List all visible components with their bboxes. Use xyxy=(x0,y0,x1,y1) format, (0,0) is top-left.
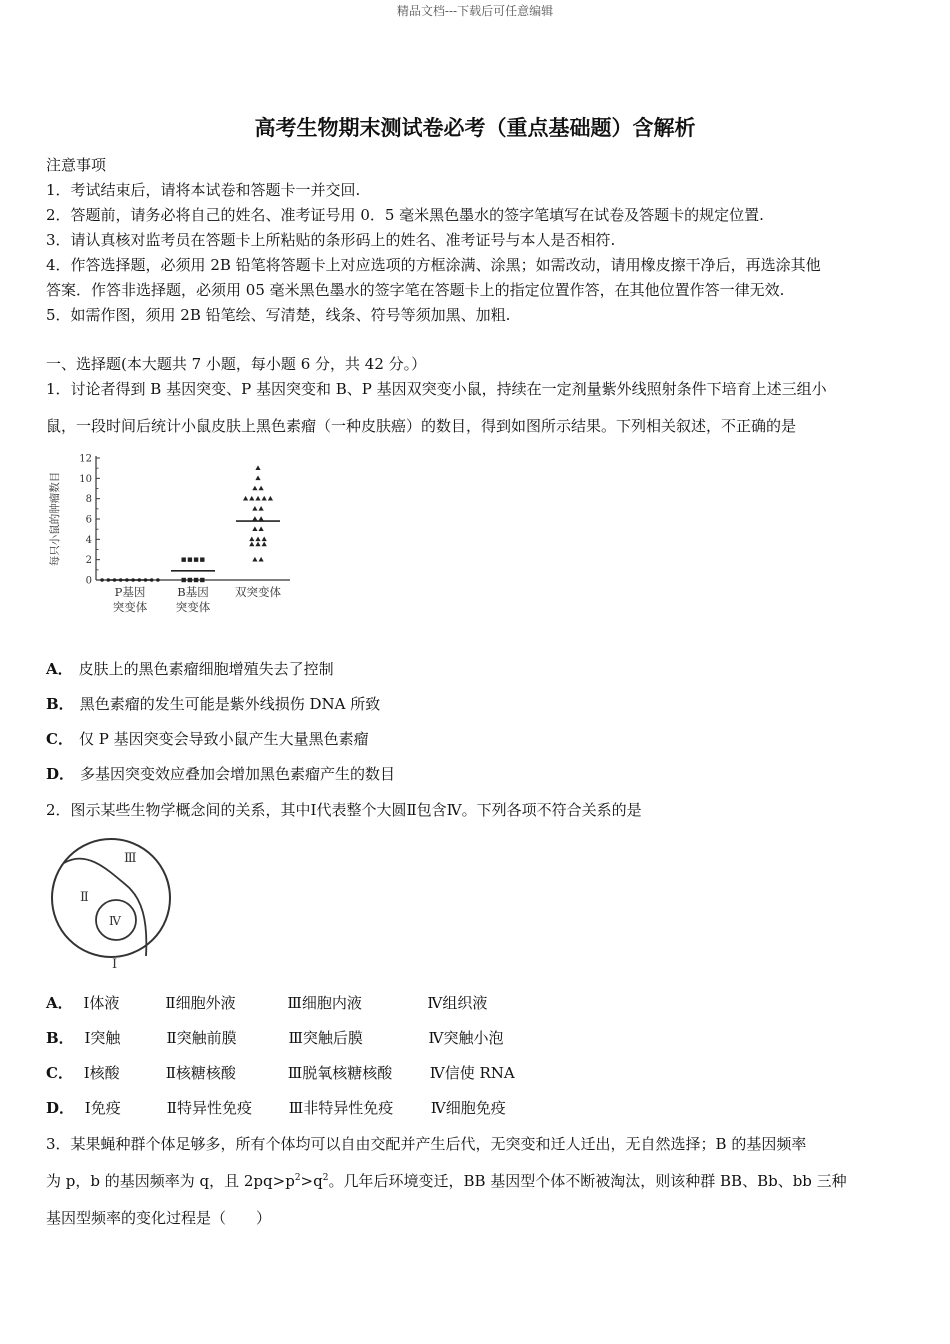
data-point xyxy=(252,486,257,491)
notice-item: 5．如需作图，须用 2B 铅笔绘、写清楚，线条、符号等须加黑、加粗. xyxy=(46,306,511,324)
option-text: 皮肤上的黑色素瘤细胞增殖失去了控制 xyxy=(78,660,334,678)
page-header: 精品文档---下载后可任意编辑 xyxy=(396,4,554,18)
option-part: Ⅰ免疫 xyxy=(84,1099,121,1117)
data-point xyxy=(252,526,257,531)
category-label: B基因 xyxy=(177,585,209,599)
data-point xyxy=(262,542,267,547)
y-tick-label: 12 xyxy=(79,453,92,465)
option-letter: C． xyxy=(46,1064,73,1082)
option-part: Ⅰ突触 xyxy=(84,1029,121,1047)
data-point xyxy=(255,465,260,470)
data-point xyxy=(188,578,192,582)
q1-option-c[interactable] xyxy=(46,728,369,749)
q3-superscript: 2 xyxy=(294,1173,301,1183)
data-point xyxy=(255,537,260,542)
data-point xyxy=(194,557,198,561)
q3-text: 为 p，b 的基因频率为 q，且 2pq>p xyxy=(46,1172,295,1190)
option-part: Ⅳ信使 RNA xyxy=(429,1064,515,1082)
q2-option-c[interactable] xyxy=(46,1062,515,1083)
divider-curve xyxy=(64,859,146,956)
notice-item: 2．答题前，请务必将自己的姓名、准考证号用 0．5 毫米黑色墨水的签字笔填写在试卷及答题卡的规定位置. xyxy=(46,206,764,224)
page-title: 高考生物期末测试卷必考（重点基础题）含解析 xyxy=(254,115,696,140)
data-point xyxy=(156,578,160,582)
q1-option-a[interactable] xyxy=(46,658,334,679)
data-point xyxy=(255,496,260,501)
option-part: Ⅳ突触小泡 xyxy=(428,1029,504,1047)
option-text: 黑色素瘤的发生可能是紫外线损伤 DNA 所致 xyxy=(79,695,381,713)
category-label: P基因 xyxy=(114,585,146,599)
q3-text: >q xyxy=(300,1172,323,1190)
y-tick-label: 6 xyxy=(85,514,92,526)
option-part: Ⅲ突触后膜 xyxy=(288,1029,363,1047)
label-i: Ⅰ xyxy=(112,957,118,972)
y-tick-label: 2 xyxy=(85,555,92,567)
notice-item: 1．考试结束后，请将本试卷和答题卡一并交回. xyxy=(46,181,361,199)
q2-option-a[interactable] xyxy=(46,992,487,1013)
data-point xyxy=(200,557,204,561)
notice-item: 3．请认真核对监考员在答题卡上所粘贴的条形码上的姓名、准考证号与本人是否相符. xyxy=(46,231,616,249)
q1-option-d[interactable] xyxy=(46,763,395,784)
notice-item: 答案．作答非选择题，必须用 05 毫米黑色墨水的签字笔在答题卡上的指定位置作答，在其他位置作答一律无效. xyxy=(46,281,785,299)
y-tick-label: 0 xyxy=(85,575,92,587)
data-point xyxy=(268,496,273,501)
notice-item: 4．作答选择题，必须用 2B 铅笔将答题卡上对应选项的方框涂满、涂黑；如需改动，请用橡皮擦干净后，再选涂其他 xyxy=(46,256,821,274)
y-axis-label: 每只小鼠的肿瘤数目 xyxy=(49,471,61,567)
q2-stem: 2．图示某些生物学概念间的关系，其中Ⅰ代表整个大圆Ⅱ包含Ⅳ。下列各项不符合关系的是 xyxy=(46,801,642,819)
option-part: Ⅲ非特异性免疫 xyxy=(288,1099,394,1117)
q3-stem-2 xyxy=(46,1170,847,1191)
option-letter: A． xyxy=(46,994,73,1012)
option-part: Ⅱ突触前膜 xyxy=(166,1029,237,1047)
section-heading: 一、选择题(本大题共 7 小题，每小题 6 分，共 42 分。） xyxy=(46,355,427,373)
label-iii: Ⅲ xyxy=(124,851,137,866)
category-label: 突变体 xyxy=(175,600,211,614)
data-point xyxy=(252,516,257,521)
data-point xyxy=(252,557,257,562)
option-letter: D． xyxy=(46,765,75,783)
y-tick-label: 8 xyxy=(85,494,92,506)
data-point xyxy=(182,578,186,582)
option-text: 多基因突变效应叠加会增加黑色素瘤产生的数目 xyxy=(80,765,396,783)
q3-stem: 3．某果蝇种群个体足够多，所有个体均可以自由交配并产生后代，无突变和迁人迁出，无自然选择；B 的基因频率 xyxy=(46,1135,807,1153)
option-letter: B． xyxy=(46,1029,74,1047)
option-text: 仅 P 基因突变会导致小鼠产生大量黑色素瘤 xyxy=(78,730,369,748)
data-point xyxy=(259,557,264,562)
q1-stem: 鼠，一段时间后统计小鼠皮肤上黑色素瘤（一种皮肤癌）的数目，得到如图所示结果。下列相关叙述，不正确的是 xyxy=(46,417,797,435)
data-point xyxy=(262,537,267,542)
data-point xyxy=(249,542,254,547)
tumor-scatter-chart xyxy=(46,448,306,628)
data-point xyxy=(255,542,260,547)
q3-stem: 基因型频率的变化过程是（ ） xyxy=(46,1209,272,1227)
data-point xyxy=(200,578,204,582)
data-point xyxy=(100,578,104,582)
data-point xyxy=(259,486,264,491)
option-part: Ⅲ细胞内液 xyxy=(287,994,362,1012)
data-point xyxy=(252,506,257,511)
data-point xyxy=(259,506,264,511)
option-part: Ⅰ核酸 xyxy=(83,1064,120,1082)
data-point xyxy=(182,557,186,561)
option-part: Ⅱ核糖核酸 xyxy=(165,1064,236,1082)
q3-superscript: 2 xyxy=(322,1173,329,1183)
y-tick-label: 10 xyxy=(79,473,92,485)
label-iv: Ⅳ xyxy=(109,914,121,928)
option-letter: D． xyxy=(46,1099,75,1117)
q3-text: 。几年后环境变迁，BB 基因型个体不断被淘汰，则该种群 BB、Bb、bb 三种 xyxy=(328,1172,847,1190)
option-letter: B． xyxy=(46,695,74,713)
data-point xyxy=(249,537,254,542)
y-tick-label: 4 xyxy=(85,534,92,546)
q1-option-b[interactable] xyxy=(46,693,380,714)
data-point xyxy=(259,516,264,521)
option-letter: A． xyxy=(46,660,73,678)
q2-option-d[interactable] xyxy=(46,1097,506,1118)
data-point xyxy=(255,476,260,481)
option-part: Ⅳ组织液 xyxy=(427,994,488,1012)
data-point xyxy=(243,496,248,501)
option-part: Ⅱ特异性免疫 xyxy=(166,1099,252,1117)
option-part: Ⅲ脱氧核糖核酸 xyxy=(287,1064,393,1082)
option-letter: C． xyxy=(46,730,73,748)
concept-circle-diagram xyxy=(46,830,176,975)
data-point xyxy=(262,496,267,501)
label-ii: Ⅱ xyxy=(80,890,89,905)
option-part: Ⅱ细胞外液 xyxy=(165,994,236,1012)
data-point xyxy=(249,496,254,501)
data-point xyxy=(194,578,198,582)
option-part: Ⅰ体液 xyxy=(83,994,120,1012)
option-part: Ⅳ细胞免疫 xyxy=(430,1099,506,1117)
category-label: 双突变体 xyxy=(235,585,281,599)
q1-stem: 1．讨论者得到 B 基因突变、P 基因突变和 B、P 基因双突变小鼠，持续在一定剂量紫外线照射条件下培育上述三组小 xyxy=(46,380,827,398)
data-point xyxy=(259,526,264,531)
category-label: 突变体 xyxy=(112,600,148,614)
q2-option-b[interactable] xyxy=(46,1027,503,1048)
notice-heading: 注意事项 xyxy=(46,156,107,174)
data-point xyxy=(188,557,192,561)
